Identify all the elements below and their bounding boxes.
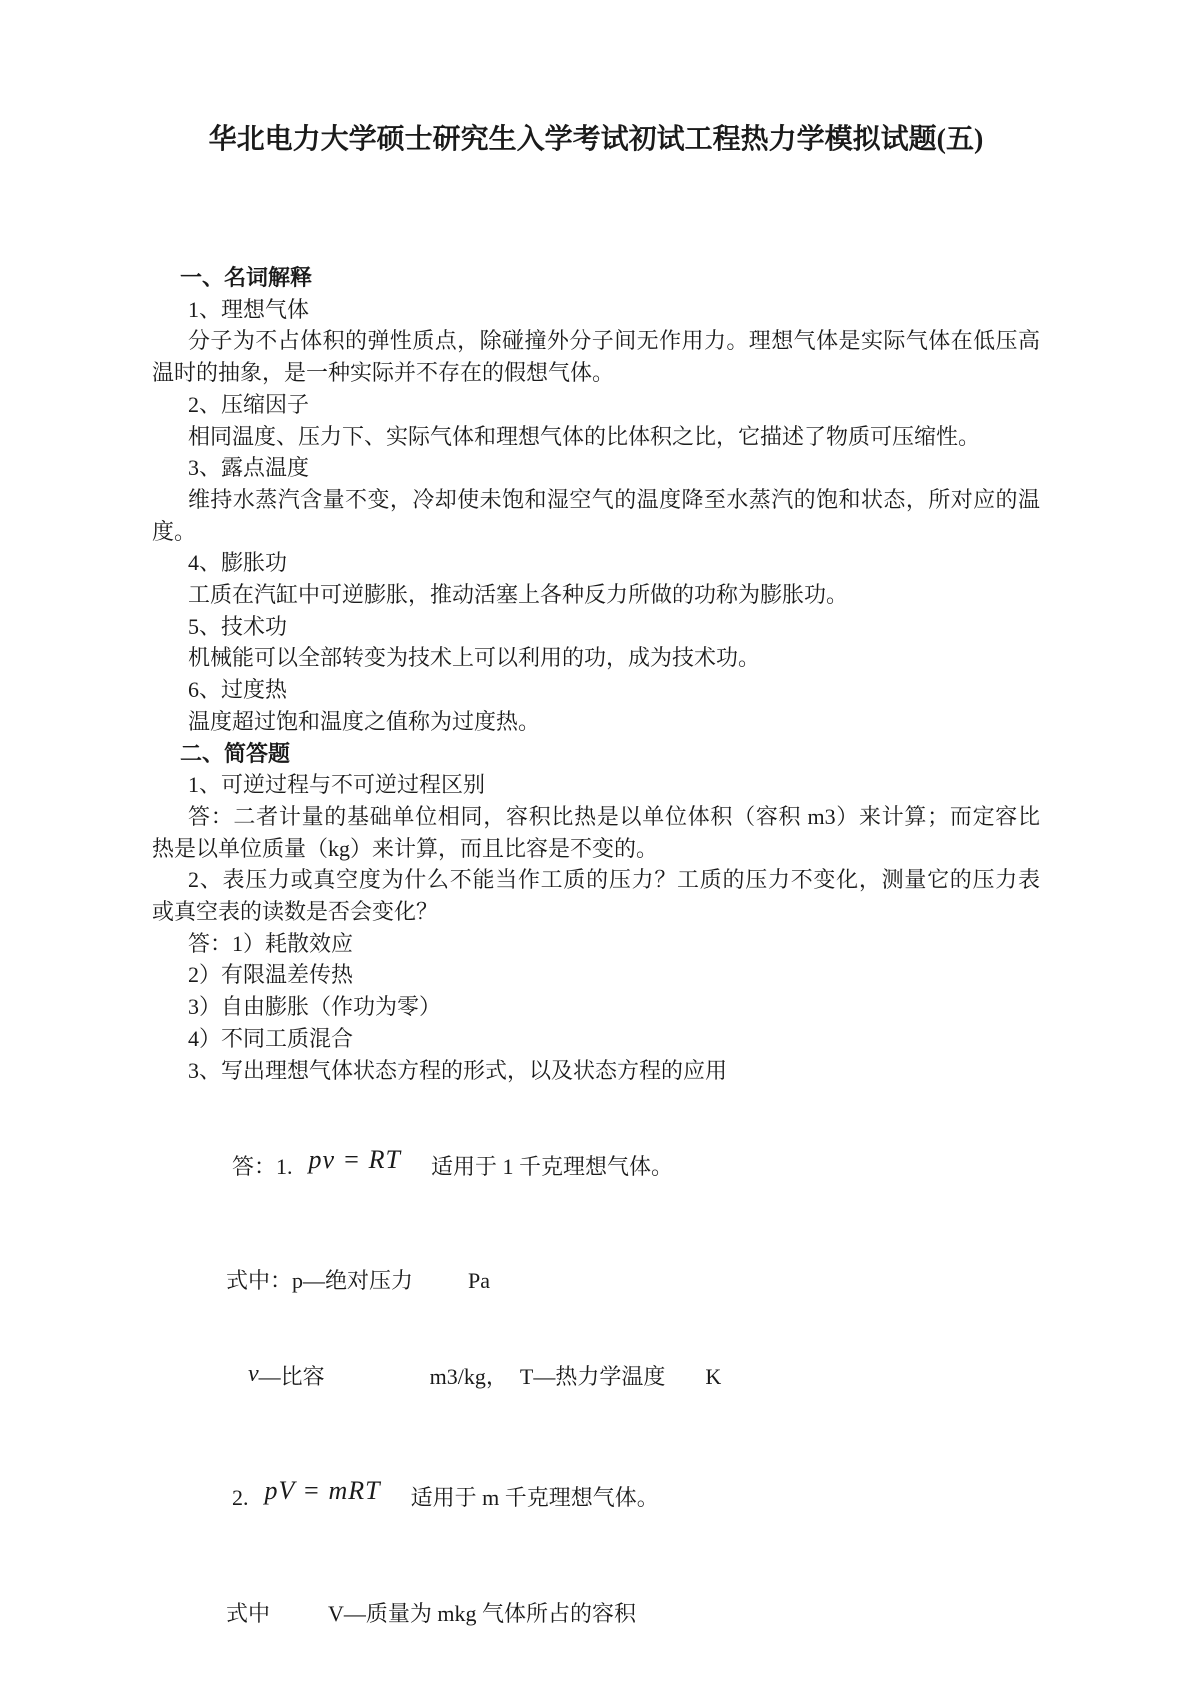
formula-1-prefix: 答：1.: [232, 1154, 293, 1180]
variable-v-symbol: v: [248, 1361, 259, 1388]
term-2-label: 2、压缩因子: [188, 391, 310, 417]
where-label: 式中: [226, 1601, 271, 1627]
text-line: 工质在汽缸中可逆膨胀，推动活塞上各种反力所做的功称为膨胀功。: [188, 582, 849, 608]
term-4-label: 4、膨胀功: [188, 550, 288, 576]
where-clause-volume-line: [152, 1329, 1040, 1425]
pressure-definition: 式中：p—绝对压力: [226, 1268, 414, 1294]
text-line: 分子为不占体积的弹性质点，除碰撞外分子间无作用力。理想气体是实际气体在低压高: [188, 328, 1040, 354]
formula-2-note: 适用于 m 千克理想气体。: [410, 1485, 659, 1511]
document-content: [152, 0, 1040, 1662]
text-line: 答：二者计量的基础单位相同，容积比热是以单位体积（容积 m3）来计算；而定容比: [188, 803, 1040, 829]
question-1-label: 1、可逆过程与不可逆过程区别: [188, 772, 486, 798]
answer-item-1: 答：1）耗散效应: [188, 930, 354, 956]
where-clause-pressure-line: [152, 1233, 1040, 1329]
section-heading-definitions: 一、名词解释: [180, 265, 313, 290]
formula-2-prefix: 2.: [232, 1485, 249, 1511]
term-3-label: 3、露点温度: [188, 455, 310, 481]
where-clause-total-volume-line: [152, 1566, 1040, 1662]
text-line: 相同温度、压力下、实际气体和理想气体的比体积之比，它描述了物质可压缩性。: [188, 423, 981, 449]
text-line: 机械能可以全部转变为技术上可以利用的功，成为技术功。: [188, 645, 761, 671]
term-5-label: 5、技术功: [188, 613, 288, 639]
question-2-label: 2、表压力或真空度为什么不能当作工质的压力？工质的压力不变化，测量它的压力表: [188, 867, 1040, 893]
pressure-unit: Pa: [468, 1268, 491, 1294]
specific-volume-unit: m3/kg，: [429, 1364, 508, 1390]
formula-pv-equals-rt: pv = RT: [308, 1145, 401, 1175]
text-line: 温度超过饱和温度之值称为过度热。: [188, 708, 541, 734]
temperature-unit: K: [705, 1364, 722, 1390]
text-line: 热是以单位质量（kg）来计算，而且比容是不变的。: [152, 835, 659, 861]
document-body: [152, 262, 1040, 1662]
total-volume-definition: V—质量为 mkg 气体所占的容积: [328, 1601, 637, 1627]
text-line: 度。: [152, 518, 197, 544]
answer-item-2: 2）有限温差传热: [188, 962, 354, 988]
answer-item-3: 3）自由膨胀（作功为零）: [188, 994, 442, 1020]
answer-formula-1-line: [152, 1106, 1040, 1227]
answer-formula-2-line: [152, 1437, 1040, 1558]
temperature-label: T—热力学温度: [519, 1364, 666, 1390]
text-line: 温时的抽象，是一种实际并不存在的假想气体。: [152, 360, 615, 386]
page-title: 华北电力大学硕士研究生入学考试初试工程热力学模拟试题(五): [208, 124, 984, 155]
text-line: 或真空表的读数是否会变化？: [152, 899, 439, 925]
term-1-label: 1、理想气体: [188, 296, 310, 322]
specific-volume-label: —比容: [258, 1364, 325, 1390]
answer-item-4: 4）不同工质混合: [188, 1025, 354, 1051]
formula-1-note: 适用于 1 千克理想气体。: [430, 1154, 673, 1180]
term-6-label: 6、过度热: [188, 677, 288, 703]
formula-pv-equals-mrt: pV = mRT: [264, 1476, 381, 1506]
question-3-label: 3、写出理想气体状态方程的形式，以及状态方程的应用: [188, 1057, 728, 1083]
text-line: 维持水蒸汽含量不变，冷却使未饱和湿空气的温度降至水蒸汽的饱和状态，所对应的温: [188, 486, 1040, 512]
section-heading-short-answers: 二、简答题: [180, 740, 291, 766]
